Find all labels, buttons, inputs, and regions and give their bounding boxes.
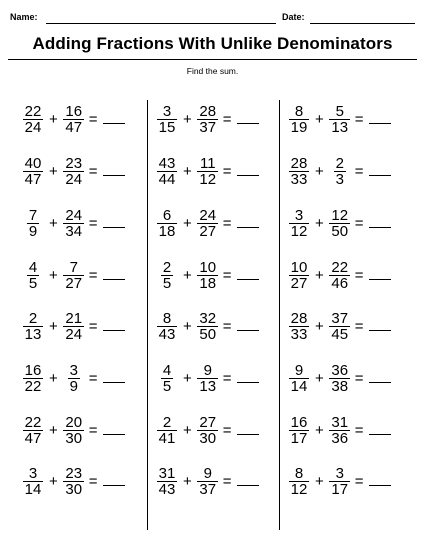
equals-sign: = — [354, 317, 364, 335]
fraction-a — [22, 466, 44, 497]
answer-blank[interactable] — [237, 321, 259, 331]
fraction-b — [329, 466, 351, 497]
numerator: 22 — [24, 102, 42, 120]
equals-sign: = — [88, 110, 98, 128]
fraction-b — [63, 156, 85, 187]
equals-sign: = — [354, 266, 364, 284]
fraction-b — [329, 156, 351, 187]
plus-sign: + — [49, 266, 58, 284]
denominator: 5 — [162, 274, 172, 292]
numerator: 43 — [158, 154, 176, 172]
equals-sign: = — [222, 369, 232, 387]
numerator: 31 — [331, 413, 349, 431]
equals-sign: = — [88, 421, 98, 439]
fraction-a — [288, 104, 310, 135]
problem-item — [156, 101, 259, 137]
numerator: 23 — [65, 464, 83, 482]
numerator: 9 — [203, 361, 212, 379]
plus-sign: + — [183, 421, 192, 439]
answer-blank[interactable] — [237, 373, 259, 383]
date-blank-line — [310, 23, 415, 24]
equals-sign: = — [354, 369, 364, 387]
plus-sign: + — [315, 421, 324, 439]
problem-item — [156, 463, 259, 499]
column-divider — [147, 100, 148, 530]
equals-sign: = — [88, 214, 98, 232]
equals-sign: = — [354, 110, 364, 128]
answer-blank[interactable] — [103, 321, 125, 331]
plus-sign: + — [315, 214, 324, 232]
denominator: 18 — [199, 274, 217, 292]
fraction-a — [156, 156, 178, 187]
equals-sign: = — [222, 162, 232, 180]
fraction-b — [329, 208, 351, 239]
answer-blank[interactable] — [369, 218, 391, 228]
plus-sign: + — [183, 214, 192, 232]
header-row — [10, 12, 415, 26]
denominator: 34 — [65, 222, 83, 240]
answer-blank[interactable] — [237, 218, 259, 228]
plus-sign: + — [49, 214, 58, 232]
denominator: 24 — [65, 325, 83, 343]
numerator: 4 — [28, 258, 38, 276]
numerator: 21 — [65, 309, 83, 327]
plus-sign: + — [183, 266, 192, 284]
plus-sign: + — [183, 162, 192, 180]
numerator: 28 — [290, 154, 308, 172]
denominator: 12 — [290, 222, 308, 240]
fraction-b — [329, 415, 351, 446]
problem-item — [22, 101, 125, 137]
numerator: 3 — [28, 464, 38, 482]
equals-sign: = — [222, 472, 232, 490]
plus-sign: + — [315, 369, 324, 387]
plus-sign: + — [315, 110, 324, 128]
name-blank-line — [46, 23, 276, 24]
fraction-b — [63, 104, 85, 135]
answer-blank[interactable] — [103, 166, 125, 176]
numerator: 27 — [199, 413, 217, 431]
numerator: 3 — [294, 206, 304, 224]
denominator: 12 — [199, 170, 217, 188]
denominator: 30 — [65, 429, 83, 447]
numerator: 4 — [162, 361, 172, 379]
denominator: 27 — [199, 222, 217, 240]
denominator: 37 — [199, 118, 217, 136]
fraction-a — [288, 415, 310, 446]
numerator: 36 — [331, 361, 349, 379]
denominator: 18 — [158, 222, 176, 240]
problem-item — [156, 153, 259, 189]
numerator: 12 — [331, 206, 349, 224]
answer-blank[interactable] — [237, 114, 259, 124]
denominator: 22 — [24, 377, 42, 395]
plus-sign: + — [315, 162, 324, 180]
answer-blank[interactable] — [369, 166, 391, 176]
answer-blank[interactable] — [369, 425, 391, 435]
denominator: 17 — [290, 429, 308, 447]
numerator: 16 — [290, 413, 308, 431]
column-divider — [279, 100, 280, 530]
equals-sign: = — [88, 369, 98, 387]
numerator: 6 — [162, 206, 172, 224]
fraction-a — [156, 311, 178, 342]
worksheet-title: Adding Fractions With Unlike Denominators — [32, 34, 393, 53]
answer-blank[interactable] — [369, 270, 391, 280]
fraction-b — [197, 208, 219, 239]
denominator: 14 — [290, 377, 308, 395]
denominator: 15 — [158, 118, 176, 136]
denominator: 33 — [290, 170, 308, 188]
numerator: 10 — [199, 258, 217, 276]
equals-sign: = — [88, 266, 98, 284]
equals-sign: = — [88, 472, 98, 490]
denominator: 17 — [331, 480, 349, 498]
problem-item — [288, 463, 391, 499]
numerator: 37 — [331, 309, 349, 327]
fraction-b — [197, 466, 219, 497]
equals-sign: = — [222, 317, 232, 335]
fraction-a — [288, 156, 310, 187]
equals-sign: = — [222, 110, 232, 128]
problem-item — [156, 412, 259, 448]
numerator: 40 — [24, 154, 42, 172]
problem-item — [288, 308, 391, 344]
problem-item — [156, 257, 259, 293]
problem-item — [22, 153, 125, 189]
problem-item — [288, 101, 391, 137]
plus-sign: + — [183, 472, 192, 490]
fraction-b — [63, 208, 85, 239]
fraction-a — [22, 104, 44, 135]
answer-blank[interactable] — [103, 425, 125, 435]
denominator: 5 — [28, 274, 38, 292]
denominator: 50 — [199, 325, 217, 343]
answer-blank[interactable] — [103, 476, 125, 486]
fraction-a — [22, 260, 44, 291]
denominator: 24 — [24, 118, 42, 136]
denominator: 41 — [158, 429, 176, 447]
denominator: 33 — [290, 325, 308, 343]
numerator: 24 — [65, 206, 83, 224]
problem-item — [288, 205, 391, 241]
problem-item — [22, 257, 125, 293]
fraction-a — [156, 466, 178, 497]
numerator: 11 — [199, 154, 216, 172]
answer-blank[interactable] — [103, 114, 125, 124]
numerator: 7 — [69, 258, 78, 276]
numerator: 22 — [331, 258, 349, 276]
plus-sign: + — [49, 110, 58, 128]
fraction-a — [288, 466, 310, 497]
plus-sign: + — [49, 472, 58, 490]
numerator: 8 — [294, 464, 304, 482]
date-label: Date: — [282, 12, 305, 22]
denominator: 19 — [290, 118, 308, 136]
answer-blank[interactable] — [369, 476, 391, 486]
equals-sign: = — [88, 162, 98, 180]
numerator: 3 — [69, 361, 78, 379]
numerator: 5 — [335, 102, 344, 120]
problem-item — [22, 308, 125, 344]
denominator: 47 — [24, 170, 42, 188]
fraction-b — [197, 260, 219, 291]
fraction-a — [22, 415, 44, 446]
numerator: 2 — [335, 154, 344, 172]
plus-sign: + — [183, 369, 192, 387]
problem-item — [288, 153, 391, 189]
denominator: 5 — [162, 377, 172, 395]
fraction-a — [288, 208, 310, 239]
fraction-a — [22, 363, 44, 394]
instruction-text: Find the sum. — [186, 66, 239, 76]
fraction-a — [22, 156, 44, 187]
problem-item — [288, 412, 391, 448]
plus-sign: + — [183, 110, 192, 128]
answer-blank[interactable] — [369, 373, 391, 383]
fraction-b — [63, 415, 85, 446]
plus-sign: + — [49, 369, 58, 387]
numerator: 28 — [199, 102, 217, 120]
denominator: 14 — [24, 480, 42, 498]
plus-sign: + — [183, 317, 192, 335]
fraction-b — [197, 104, 219, 135]
numerator: 20 — [65, 413, 83, 431]
problem-item — [156, 360, 259, 396]
denominator: 27 — [290, 274, 308, 292]
plus-sign: + — [315, 266, 324, 284]
fraction-b — [329, 104, 351, 135]
answer-blank[interactable] — [103, 218, 125, 228]
problem-item — [22, 360, 125, 396]
denominator: 46 — [331, 274, 349, 292]
fraction-b — [197, 156, 219, 187]
equals-sign: = — [222, 421, 232, 439]
plus-sign: + — [49, 421, 58, 439]
numerator: 10 — [290, 258, 308, 276]
denominator: 30 — [199, 429, 217, 447]
numerator: 16 — [24, 361, 42, 379]
denominator: 38 — [331, 377, 349, 395]
denominator: 50 — [331, 222, 349, 240]
problem-item — [156, 308, 259, 344]
denominator: 47 — [24, 429, 42, 447]
fraction-a — [156, 260, 178, 291]
numerator: 2 — [162, 413, 172, 431]
denominator: 9 — [69, 377, 78, 395]
fraction-b — [329, 311, 351, 342]
fraction-b — [63, 363, 85, 394]
denominator: 9 — [28, 222, 38, 240]
fraction-b — [63, 466, 85, 497]
fraction-b — [329, 363, 351, 394]
answer-blank[interactable] — [369, 321, 391, 331]
problem-item — [22, 412, 125, 448]
numerator: 3 — [335, 464, 344, 482]
denominator: 12 — [290, 480, 308, 498]
plus-sign: + — [49, 317, 58, 335]
problem-item — [288, 360, 391, 396]
fraction-a — [156, 415, 178, 446]
numerator: 28 — [290, 309, 308, 327]
fraction-a — [156, 104, 178, 135]
fraction-a — [156, 363, 178, 394]
equals-sign: = — [222, 266, 232, 284]
denominator: 13 — [199, 377, 217, 395]
equals-sign: = — [88, 317, 98, 335]
answer-blank[interactable] — [237, 476, 259, 486]
numerator: 8 — [162, 309, 172, 327]
numerator: 31 — [158, 464, 176, 482]
fraction-a — [22, 208, 44, 239]
denominator: 13 — [331, 118, 349, 136]
fraction-b — [197, 363, 219, 394]
fraction-a — [22, 311, 44, 342]
plus-sign: + — [315, 472, 324, 490]
problem-item — [156, 205, 259, 241]
numerator: 2 — [28, 309, 38, 327]
denominator: 36 — [331, 429, 349, 447]
equals-sign: = — [354, 162, 364, 180]
numerator: 9 — [294, 361, 304, 379]
numerator: 2 — [162, 258, 172, 276]
numerator: 23 — [65, 154, 83, 172]
answer-blank[interactable] — [237, 270, 259, 280]
denominator: 45 — [331, 325, 349, 343]
fraction-b — [197, 415, 219, 446]
numerator: 22 — [24, 413, 42, 431]
fraction-b — [197, 311, 219, 342]
numerator: 3 — [162, 102, 172, 120]
problem-item — [22, 205, 125, 241]
numerator: 16 — [65, 102, 83, 120]
denominator: 30 — [65, 480, 83, 498]
numerator: 24 — [199, 206, 217, 224]
answer-blank[interactable] — [103, 270, 125, 280]
answer-blank[interactable] — [237, 166, 259, 176]
fraction-b — [63, 311, 85, 342]
denominator: 3 — [335, 170, 344, 188]
equals-sign: = — [354, 421, 364, 439]
plus-sign: + — [49, 162, 58, 180]
denominator: 47 — [65, 118, 83, 136]
answer-blank[interactable] — [237, 425, 259, 435]
numerator: 32 — [199, 309, 217, 327]
fraction-b — [329, 260, 351, 291]
denominator: 44 — [158, 170, 176, 188]
equals-sign: = — [222, 214, 232, 232]
answer-blank[interactable] — [369, 114, 391, 124]
title-rule — [8, 59, 417, 60]
numerator: 7 — [28, 206, 38, 224]
denominator: 27 — [65, 274, 83, 292]
equals-sign: = — [354, 214, 364, 232]
problem-item — [288, 257, 391, 293]
denominator: 43 — [158, 480, 176, 498]
fraction-a — [156, 208, 178, 239]
equals-sign: = — [354, 472, 364, 490]
fraction-a — [288, 311, 310, 342]
plus-sign: + — [315, 317, 324, 335]
numerator: 8 — [294, 102, 304, 120]
fraction-a — [288, 260, 310, 291]
numerator: 9 — [203, 464, 212, 482]
denominator: 37 — [199, 480, 217, 498]
name-label: Name: — [10, 12, 38, 22]
problem-item — [22, 463, 125, 499]
fraction-a — [288, 363, 310, 394]
fraction-b — [63, 260, 85, 291]
denominator: 24 — [65, 170, 83, 188]
denominator: 43 — [158, 325, 176, 343]
denominator: 13 — [24, 325, 42, 343]
answer-blank[interactable] — [103, 373, 125, 383]
